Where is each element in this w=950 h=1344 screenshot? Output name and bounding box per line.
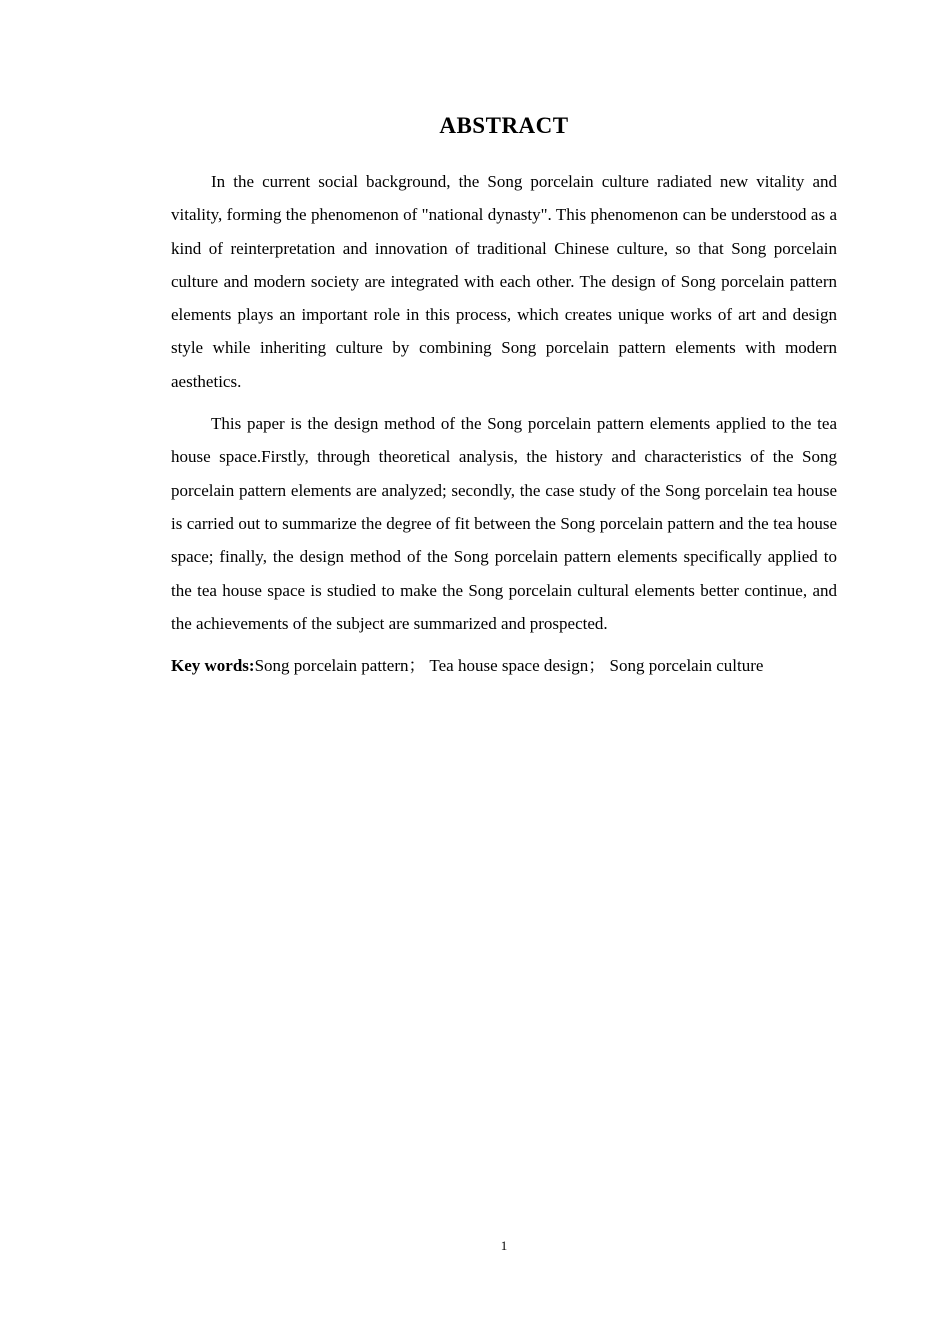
abstract-title: ABSTRACT	[439, 113, 569, 138]
keywords-line	[171, 649, 837, 682]
keywords-text: Song porcelain pattern； Tea house space design； Song porcelain culture	[254, 656, 764, 676]
abstract-paragraph-1: In the current social background, the Song porcelain culture radiated new vitality and vitality, forming the phenomenon of "national dynasty". This phenomenon can be understood as a kind of reinterpretation and innovation of traditional Chinese culture, so that Song porcelain culture and modern society are integrated with each other. The design of Song porcelain pattern elements plays an important role in this process, which creates unique works of art and design style while inheriting culture by combining Song porcelain pattern elements with modern aesthetics.	[171, 172, 837, 391]
abstract-paragraph-2: This paper is the design method of the Song porcelain pattern elements applied to the tea house space.Firstly, through theoretical analysis, the history and characteristics of the Song porcelain pattern elements are analyzed; secondly, the case study of the Song porcelain tea house is carried out to summarize the degree of fit between the Song porcelain pattern and the tea house space; finally, the design method of the Song porcelain pattern elements specifically applied to the tea house space is studied to make the Song porcelain cultural elements better continue, and the achievements of the subject are summarized and prospected.	[171, 414, 837, 633]
page-number: 1	[500, 1238, 508, 1253]
keywords-label: Key words:	[171, 656, 255, 676]
